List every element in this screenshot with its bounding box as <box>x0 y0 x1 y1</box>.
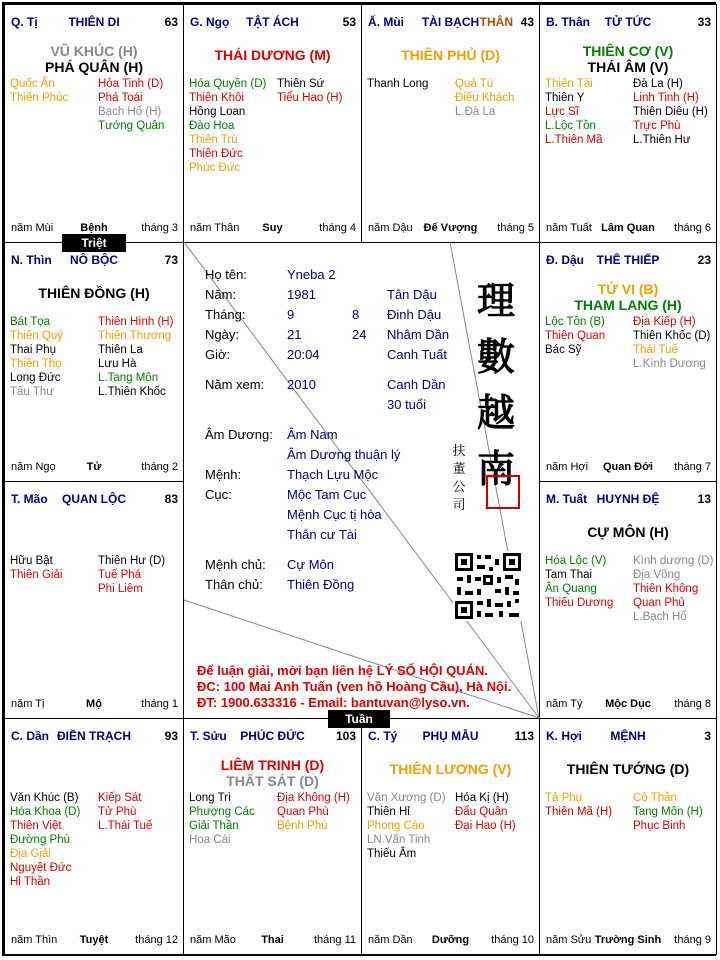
palace-year: năm Thân <box>190 222 240 234</box>
palace-than-marker: THÂN <box>479 15 513 29</box>
palace-number: 53 <box>342 15 356 29</box>
palace-year: năm Mão <box>190 934 236 946</box>
palace-name: ĐIỀN TRẠCH <box>57 729 131 743</box>
minor-star: Kiếp Sát <box>98 792 142 804</box>
palace-stage: Đế Vượng <box>423 222 478 234</box>
palace-chi: C. Tý <box>368 729 398 743</box>
namxem-value: 2010 <box>287 377 316 392</box>
info-value: Nhâm Dần <box>387 327 450 342</box>
palace-name: NÔ BỘC <box>70 253 118 267</box>
minor-star: Thiên Thọ <box>10 358 62 370</box>
main-star: THIÊN ĐỒNG (H) <box>38 285 150 301</box>
seal-char-3: 公 <box>452 480 466 495</box>
palace-year: năm Tuất <box>546 222 592 234</box>
minor-star: Phá Toái <box>98 92 143 104</box>
palace-name: TỬ TỨC <box>604 15 652 29</box>
minor-star: Địa Kiếp (H) <box>633 316 696 328</box>
contact-line-2: ĐC: 100 Mai Anh Tuấn (ven hồ Hoàng Cầu), Hà Nội. <box>197 679 512 694</box>
palace-month: tháng 2 <box>141 461 178 473</box>
minor-star: Nguyệt Đức <box>10 862 72 874</box>
thanchu-value: Thiên Đồng <box>287 577 355 592</box>
minor-star: Bạch Hổ (H) <box>98 106 162 118</box>
minor-star: Trực Phù <box>633 120 681 132</box>
palace-year: năm Dần <box>368 934 413 946</box>
minor-star: Thiên Đức <box>189 148 243 160</box>
palace-stage: Bệnh <box>80 222 108 234</box>
palace-year: năm Mùi <box>11 222 54 234</box>
palace-year: năm Tị <box>11 698 45 710</box>
palace-month: tháng 6 <box>674 222 711 234</box>
tuoi: 30 tuổi <box>387 397 427 412</box>
triet-tag: Triệt <box>62 234 126 252</box>
palace-name: PHỤ MẪU <box>422 729 479 743</box>
palace-month: tháng 5 <box>497 222 534 234</box>
minor-star: Điếu Khách <box>455 92 515 104</box>
info-value: 20:04 <box>287 347 320 362</box>
minor-star: Đào Hoa <box>189 120 235 132</box>
palace-stage: Mộc Dục <box>605 698 651 710</box>
minor-star: Thiên Quý <box>10 330 64 342</box>
minor-star: Thiếu Âm <box>367 848 417 860</box>
palace-chi: N. Thìn <box>11 253 52 267</box>
palace-month: tháng 8 <box>674 698 711 710</box>
main-star: THIÊN LƯƠNG (V) <box>389 761 512 777</box>
main-star: THÁI ÂM (V) <box>587 59 669 75</box>
palace-name: PHÚC ĐỨC <box>240 729 305 743</box>
palace-stage: Tử <box>86 461 102 473</box>
red-seal <box>486 475 520 509</box>
minor-star: Hồng Loan <box>189 106 246 118</box>
minor-star: Tuế Phá <box>98 569 142 581</box>
palace-year: năm Ngọ <box>11 461 56 473</box>
tu-vi-chart <box>2 2 716 956</box>
minor-star: Phục Binh <box>633 820 686 832</box>
minor-star: Thiên Tài <box>545 78 593 90</box>
minor-star: Thiên Trù <box>189 134 238 146</box>
thanchu-label: Thân chủ: <box>205 577 263 592</box>
palace-number: 103 <box>335 729 356 743</box>
palace-month: tháng 7 <box>674 461 711 473</box>
minor-star: Thiên Khôi <box>189 92 244 104</box>
info-value: 8 <box>352 307 360 322</box>
palace-month: tháng 10 <box>491 934 534 946</box>
qr-code <box>453 551 523 621</box>
minor-star: Thiên Khốc (D) <box>633 330 711 342</box>
info-value: Đinh Dậu <box>387 307 442 322</box>
seal-small-text <box>451 443 467 515</box>
palace-name: MỆNH <box>610 729 646 743</box>
palace-chi: C. Dần <box>11 729 50 743</box>
palace-month: tháng 4 <box>319 222 356 234</box>
minor-star: Phượng Các <box>189 806 255 818</box>
main-star: PHÁ QUÂN (H) <box>45 59 143 75</box>
palace-number: 43 <box>520 15 534 29</box>
main-star: VŨ KHÚC (H) <box>50 43 138 59</box>
palace-number: 63 <box>164 15 178 29</box>
info-label: Năm: <box>205 287 237 302</box>
tuan-tag: Tuần <box>328 710 390 728</box>
palace-chi: Q. Tị <box>11 15 38 29</box>
minor-star: Địa Giải <box>10 848 51 860</box>
minor-star: Cô Thần <box>633 792 677 804</box>
contact-line-3: ĐT: 1900.633316 - Email: bantuvan@lyso.vn. <box>197 695 470 710</box>
minor-star: Ân Quang <box>545 583 597 595</box>
minor-star: Đại Hao (H) <box>455 820 516 832</box>
cuc-label: Cục: <box>205 487 232 502</box>
palace-chi: Đ. Dậu <box>546 253 585 267</box>
palace-number: 23 <box>697 253 711 267</box>
palace-stage: Quan Đới <box>603 461 653 473</box>
minor-star: Phi Liêm <box>98 583 143 595</box>
palace-year: năm Sửu <box>546 934 592 946</box>
minor-star: Thiên Diêu (H) <box>633 106 708 118</box>
calligraphy-char-3: 越 <box>476 390 515 435</box>
minor-star: Lực Sĩ <box>545 106 579 118</box>
palace-name: HUYNH ĐỆ <box>596 492 660 506</box>
minor-star: L.Tang Môn <box>98 372 159 384</box>
minor-star: Phong Cáo <box>367 820 425 832</box>
palace-number: 13 <box>697 492 711 506</box>
palace-year: năm Thìn <box>11 934 58 946</box>
minor-star: L.Kình Dương <box>633 358 706 370</box>
minor-star: Thái Tuế <box>633 344 678 356</box>
palace-number: 113 <box>514 729 534 743</box>
minor-star: Văn Khúc (B) <box>10 792 79 804</box>
palace-name: TẬT ÁCH <box>246 15 299 29</box>
minor-star: Thiên Hư (D) <box>98 555 166 567</box>
minor-star: Quả Tú <box>455 78 494 90</box>
seal-char-1: 扶 <box>452 444 466 459</box>
minor-star: Văn Xương (D) <box>367 792 446 804</box>
palace-chi: B. Thân <box>546 15 590 29</box>
info-value: 21 <box>287 327 302 342</box>
palace-number: 83 <box>164 492 178 506</box>
minor-star: Thiên Quan <box>545 330 606 342</box>
main-star: THAM LANG (H) <box>574 297 682 313</box>
main-star: THẤT SÁT (D) <box>226 773 319 789</box>
minor-star: Quan Phủ <box>633 597 685 609</box>
palace-month: tháng 9 <box>674 934 711 946</box>
info-label: Tháng: <box>205 307 246 322</box>
palace-month: tháng 11 <box>313 934 356 946</box>
palace-chi: T. Mão <box>11 492 48 506</box>
palace-year: năm Tý <box>546 698 583 710</box>
minor-star: Hoa Cái <box>189 834 231 846</box>
palace-chi: T. Sửu <box>190 729 227 743</box>
calligraphy-char-4: 南 <box>476 446 515 491</box>
namxem-label: Năm xem: <box>205 377 265 392</box>
calligraphy-char-1: 理 <box>476 278 515 323</box>
minor-star: Thiên Không <box>633 583 699 595</box>
center-panel <box>185 243 539 717</box>
minor-star: Thiên Sứ <box>277 78 325 90</box>
cuc-value2: Mệnh Cục tị hòa <box>287 507 382 522</box>
palace-name: TÀI BẠCH <box>421 15 480 29</box>
palace-name: QUAN LỘC <box>62 492 126 506</box>
info-value: Tân Dậu <box>387 287 437 302</box>
palace-number: 93 <box>164 729 178 743</box>
minor-star: Lưu Hà <box>98 358 137 370</box>
minor-star: Hỉ Thần <box>10 876 51 888</box>
minor-star: Thiên Hình (H) <box>98 316 174 328</box>
palace-stage: Lâm Quan <box>601 222 655 234</box>
info-value: 9 <box>287 307 295 322</box>
main-star: THIÊN TƯỚNG (D) <box>566 761 690 777</box>
palace-number: 33 <box>697 15 711 29</box>
minor-star: Thiên Mã (H) <box>545 806 613 818</box>
palace-name: THÊ THIẾP <box>596 253 660 267</box>
main-star: THÁI DƯƠNG (M) <box>214 47 331 63</box>
seal-char-4: 司 <box>452 498 466 513</box>
palace-chi: K. Hợi <box>546 729 582 743</box>
minor-star: LN.Văn Tinh <box>367 834 431 846</box>
minor-star: Thiên Phúc <box>10 92 69 104</box>
minor-star: Thanh Long <box>367 78 429 90</box>
menh-value: Thạch Lựu Mộc <box>287 467 379 482</box>
minor-star: Hóa Quyền (D) <box>189 78 267 90</box>
palace-stage: Mộ <box>86 698 102 710</box>
main-star: THIÊN CƠ (V) <box>582 43 674 59</box>
minor-star: L.Thiên Mã <box>545 134 603 146</box>
minor-star: Thiếu Dương <box>545 597 614 609</box>
minor-star: Địa Không (H) <box>277 792 350 804</box>
minor-star: Đường Phù <box>10 834 70 846</box>
minor-star: Đẩu Quân <box>455 806 508 818</box>
minor-star: Bệnh Phù <box>277 820 328 832</box>
minor-star: Tử Phù <box>98 806 137 818</box>
minor-star: Địa Võng <box>633 569 681 581</box>
minor-star: Giải Thần <box>189 820 239 832</box>
palace-stage: Tuyệt <box>79 934 109 946</box>
minor-star: Tướng Quân <box>98 120 165 132</box>
info-label: Giờ: <box>205 347 231 362</box>
minor-star: Phúc Đức <box>189 162 241 174</box>
minor-star: Tiểu Hao (H) <box>277 92 343 104</box>
minor-star: Tam Thai <box>545 569 593 581</box>
minor-star: Hỏa Tinh (D) <box>98 78 164 90</box>
namxem-canchi: Canh Dần <box>387 377 446 392</box>
palace-stage: Thai <box>261 934 284 946</box>
palace-year: năm Hợi <box>546 461 589 473</box>
seal-char-2: 董 <box>452 462 466 477</box>
info-value: 24 <box>352 327 367 342</box>
calligraphy-char-2: 數 <box>476 334 515 379</box>
main-star: THIÊN PHỦ (D) <box>401 47 500 63</box>
minor-star: Kình dương (D) <box>633 555 714 567</box>
palace-number: 3 <box>704 729 711 743</box>
minor-star: Lộc Tồn (B) <box>545 316 605 328</box>
info-label: Ngày: <box>205 327 239 342</box>
main-star: LIÊM TRINH (D) <box>220 757 325 773</box>
palace-chi: Ấ. Mùi <box>368 15 404 29</box>
menh-label: Mệnh: <box>205 467 242 482</box>
calligraphy-logo <box>471 273 521 497</box>
minor-star: Hóa Kị (H) <box>455 792 509 804</box>
minor-star: Thiên Giải <box>10 569 63 581</box>
palace-chi: G. Ngọ <box>190 15 230 29</box>
palace-month: tháng 12 <box>135 934 178 946</box>
cuc-value3: Thân cư Tài <box>287 527 357 542</box>
palace-year: năm Dậu <box>368 222 413 234</box>
minor-star: L.Thiên Khốc <box>98 386 166 398</box>
amduong-label: Âm Dương: <box>205 427 273 442</box>
minor-star: Thiên Y <box>545 92 585 104</box>
palace-month: tháng 1 <box>141 698 178 710</box>
palace-number: 73 <box>164 253 178 267</box>
info-label: Họ tên: <box>205 267 247 282</box>
minor-star: Quan Phù <box>277 806 329 818</box>
contact-line-1: Để luận giải, mời bạn liên hệ LÝ SỐ HỘI QUÁN. <box>197 663 488 678</box>
amduong-value: Âm Nam <box>287 427 338 442</box>
cuc-value: Mộc Tam Cục <box>287 487 367 502</box>
menhchu-label: Mệnh chủ: <box>205 557 266 572</box>
palace-chi: M. Tuất <box>546 492 588 506</box>
palace-name: THIÊN DI <box>68 15 120 29</box>
main-star: CỰ MÔN (H) <box>587 524 669 540</box>
minor-star: Tấu Thư <box>10 386 54 398</box>
info-value: Yneba 2 <box>287 267 336 282</box>
info-value: 1981 <box>287 287 316 302</box>
palace-stage: Dưỡng <box>431 934 470 946</box>
minor-star: Long Đức <box>10 372 61 384</box>
menhchu-value: Cự Môn <box>287 557 334 572</box>
minor-star: Thiên Thương <box>98 330 172 342</box>
minor-star: L.Bạch Hổ <box>633 611 687 623</box>
palace-stage: Suy <box>262 222 283 234</box>
minor-star: L.Thiên Hư <box>633 134 691 146</box>
minor-star: Hóa Lộc (V) <box>545 555 607 567</box>
minor-star: L.Lộc Tồn <box>545 120 596 132</box>
minor-star: Tang Môn (H) <box>633 806 703 818</box>
minor-star: Thiên La <box>98 344 143 356</box>
amduong-value2: Âm Dương thuận lý <box>287 447 401 462</box>
minor-star: Thiên Việt <box>10 820 62 832</box>
palace-month: tháng 3 <box>141 222 178 234</box>
minor-star: Quốc Ấn <box>10 78 55 90</box>
info-value: Canh Tuất <box>387 347 447 362</box>
minor-star: Thiên Hỉ <box>367 806 410 818</box>
minor-star: L.Thái Tuế <box>98 820 153 832</box>
palace-stage: Trường Sinh <box>594 934 662 946</box>
main-star: TỬ VI (B) <box>597 281 659 297</box>
minor-star: Thai Phụ <box>10 344 57 356</box>
minor-star: L.Đà La <box>455 106 496 118</box>
minor-star: Linh Tinh (H) <box>633 92 699 104</box>
minor-star: Hữu Bật <box>10 555 53 567</box>
minor-star: Long Trì <box>189 792 232 804</box>
minor-star: Tả Phụ <box>545 792 583 804</box>
minor-star: Bát Tọa <box>10 316 51 328</box>
minor-star: Hóa Khoa (D) <box>10 806 81 818</box>
minor-star: Đà La (H) <box>633 78 683 90</box>
minor-star: Bác Sỹ <box>545 344 582 356</box>
